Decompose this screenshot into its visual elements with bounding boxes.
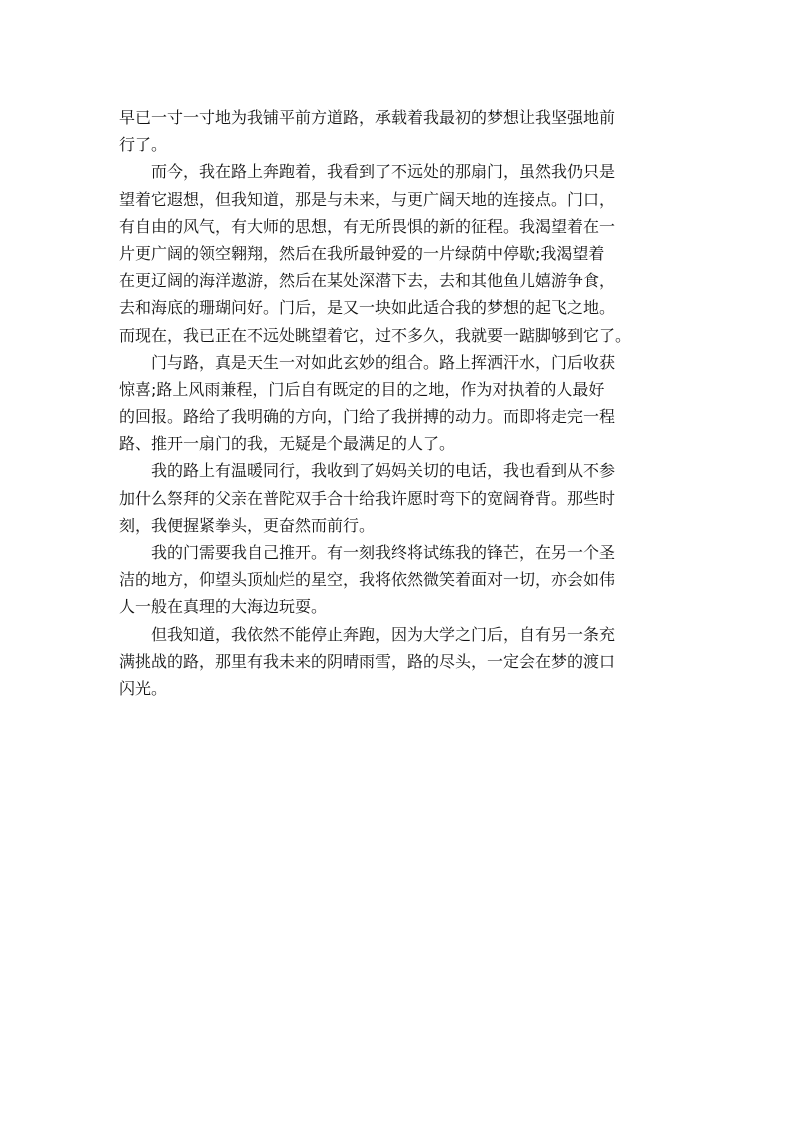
paragraph-1 [119, 104, 679, 158]
text-line: 在更辽阔的海洋遨游，然后在某处深潜下去，去和其他鱼儿嬉游争食， [119, 271, 616, 291]
paragraph-6 [119, 621, 679, 703]
paragraph-3 [119, 349, 679, 458]
text-line: 刻，我便握紧拳头，更奋然而前行。 [119, 515, 376, 535]
text-line: 满挑战的路，那里有我未来的阴晴雨雪，路的尽头，一定会在梦的渡口 [119, 651, 616, 671]
text-line: 人一般在真理的大海边玩耍。 [119, 597, 328, 617]
paragraph-2 [119, 158, 679, 348]
text-line: 片更广阔的领空翱翔，然后在我所最钟爱的一片绿荫中停歇;我渴望着 [119, 243, 605, 263]
text-line: 行了。 [119, 135, 168, 155]
text-line: 我的路上有温暖同行，我收到了妈妈关切的电话，我也看到从不参 [151, 461, 616, 481]
text-line: 有自由的风气，有大师的思想，有无所畏惧的新的征程。我渴望着在一 [119, 216, 616, 236]
paragraph-4 [119, 457, 679, 539]
text-line: 惊喜;路上风雨兼程，门后自有既定的目的之地，作为对执着的人最好 [119, 379, 605, 399]
text-line: 我的门需要我自己推开。有一刻我终将试练我的锋芒，在另一个圣 [151, 543, 616, 562]
text-line: 但我知道，我依然不能停止奔跑，因为大学之门后，自有另一条充 [151, 624, 616, 644]
document-body [119, 104, 679, 702]
text-line: 洁的地方，仰望头顶灿烂的星空，我将依然微笑着面对一切，亦会如伟 [119, 570, 616, 590]
text-line: 路、推开一扇门的我，无疑是个最满足的人了。 [119, 434, 456, 454]
text-line: 加什么祭拜的父亲在普陀双手合十给我许愿时弯下的宽阔脊背。那些时 [119, 488, 616, 508]
text-line: 早已一寸一寸地为我铺平前方道路，承载着我最初的梦想让我坚强地前 [119, 108, 616, 127]
text-line: 而现在，我已正在不远处眺望着它，过不多久，我就要一踮脚够到它了。 [119, 325, 632, 345]
text-line: 门与路，真是天生一对如此玄妙的组合。路上挥洒汗水，门后收获 [151, 352, 616, 372]
text-line: 闪光。 [119, 678, 168, 698]
paragraph-5 [119, 539, 679, 621]
text-line: 去和海底的珊瑚问好。门后，是又一块如此适合我的梦想的起飞之地。 [119, 298, 616, 318]
text-line: 而今，我在路上奔跑着，我看到了不远处的那扇门，虽然我仍只是 [151, 162, 616, 182]
text-line: 望着它遐想，但我知道，那是与未来，与更广阔天地的连接点。门口， [119, 189, 616, 209]
text-line: 的回报。路给了我明确的方向，门给了我拼搏的动力。而即将走完一程 [119, 407, 616, 427]
